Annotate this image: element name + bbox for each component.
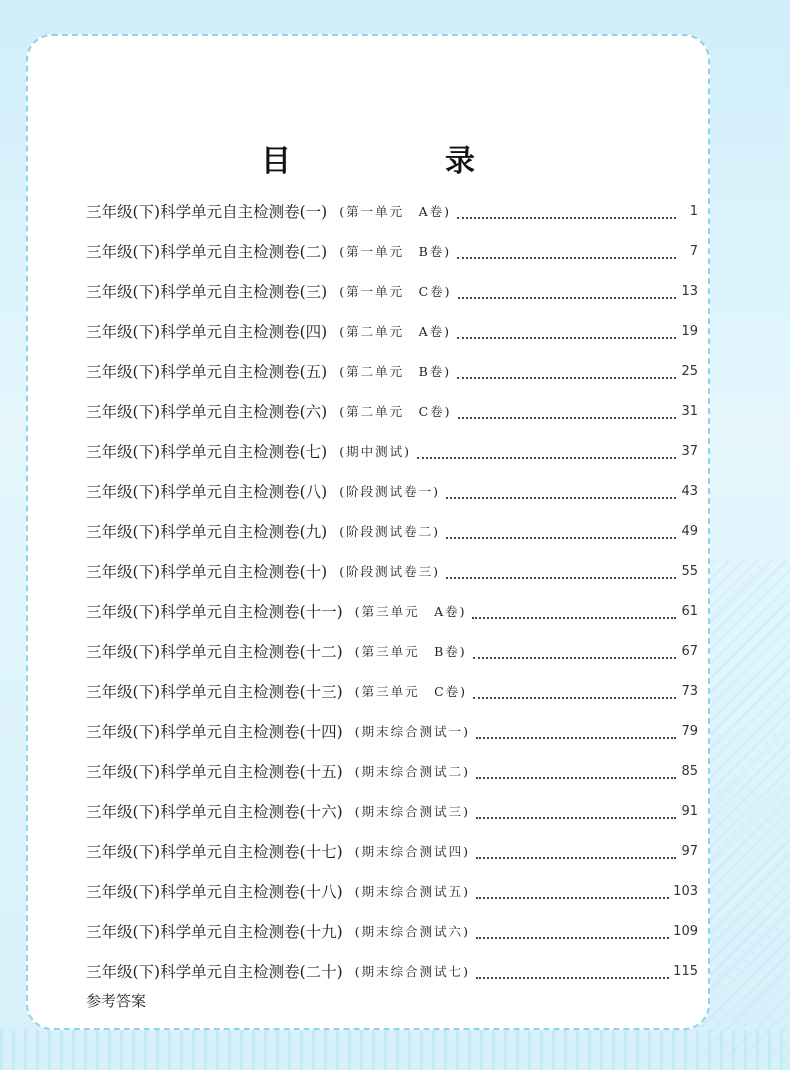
toc-entry-title: 三年级(下)科学单元自主检测卷(十八) <box>86 883 343 901</box>
toc-entry-subtitle: (第二单元 B卷) <box>339 364 452 379</box>
toc-dot-leader <box>476 897 669 899</box>
toc-dot-leader <box>457 257 676 259</box>
toc-page-number: 61 <box>681 604 698 619</box>
toc-dot-leader <box>458 417 676 419</box>
toc-entry-title: 三年级(下)科学单元自主检测卷(十九) <box>86 923 343 941</box>
toc-entry-subtitle: (第二单元 A卷) <box>339 324 451 339</box>
toc-entry-title: 三年级(下)科学单元自主检测卷(十六) <box>86 803 343 821</box>
toc-page-number: 25 <box>681 364 698 379</box>
toc-dot-leader <box>472 617 676 619</box>
toc-dot-leader <box>473 657 676 659</box>
toc-entry-title: 三年级(下)科学单元自主检测卷(四) <box>86 323 328 341</box>
page-title: 目 录 <box>261 144 537 179</box>
toc-dot-leader <box>473 697 676 699</box>
toc-dot-leader <box>446 577 676 579</box>
toc-entry-title: 三年级(下)科学单元自主检测卷(十七) <box>86 843 343 861</box>
toc-entry[interactable] <box>86 352 698 392</box>
toc-page-number: 13 <box>681 284 698 299</box>
toc-page-number: 103 <box>673 884 698 899</box>
toc-dot-leader <box>457 217 676 219</box>
toc-page-number: 49 <box>681 524 698 539</box>
toc-entry[interactable] <box>86 392 698 432</box>
toc-entry-title: 三年级(下)科学单元自主检测卷(一) <box>86 203 328 221</box>
toc-entry[interactable] <box>86 832 698 872</box>
toc-entry[interactable] <box>86 432 698 472</box>
toc-dot-leader <box>476 817 676 819</box>
toc-page-number: 97 <box>681 844 698 859</box>
toc-entry-subtitle: (第三单元 C卷) <box>354 684 468 699</box>
toc-dot-leader <box>446 537 676 539</box>
toc-entry[interactable] <box>86 912 698 952</box>
toc-entry-title: 三年级(下)科学单元自主检测卷(三) <box>86 283 328 301</box>
toc-entry[interactable] <box>86 792 698 832</box>
toc-page-number: 43 <box>681 484 698 499</box>
toc-entry-title: 三年级(下)科学单元自主检测卷(七) <box>86 443 328 461</box>
toc-dot-leader <box>417 457 676 459</box>
toc-list <box>86 192 698 992</box>
toc-page-number: 1 <box>689 204 698 219</box>
toc-entry-subtitle: (阶段测试卷三) <box>339 564 440 579</box>
toc-entry-subtitle: (第一单元 C卷) <box>339 284 452 299</box>
toc-entry-subtitle: (阶段测试卷二) <box>339 524 440 539</box>
toc-entry-title: 三年级(下)科学单元自主检测卷(二) <box>86 243 328 261</box>
toc-entry[interactable] <box>86 592 698 632</box>
toc-entry-title: 三年级(下)科学单元自主检测卷(八) <box>86 483 328 501</box>
toc-entry-title: 三年级(下)科学单元自主检测卷(六) <box>86 403 328 421</box>
toc-page-number: 91 <box>681 804 698 819</box>
toc-entry-subtitle: (期中测试) <box>339 444 411 459</box>
toc-entry[interactable] <box>86 552 698 592</box>
toc-entry[interactable] <box>86 952 698 992</box>
toc-entry[interactable] <box>86 192 698 232</box>
toc-page-number: 37 <box>681 444 698 459</box>
toc-dot-leader <box>476 857 676 859</box>
toc-entry-subtitle: (第三单元 B卷) <box>354 644 467 659</box>
toc-page-number: 73 <box>681 684 698 699</box>
toc-dot-leader <box>476 977 669 979</box>
toc-entry-subtitle: (期末综合测试六) <box>354 924 470 939</box>
toc-entry[interactable] <box>86 272 698 312</box>
toc-entry-subtitle: (期末综合测试三) <box>354 804 470 819</box>
toc-entry[interactable] <box>86 872 698 912</box>
toc-entry-subtitle: (第一单元 A卷) <box>339 204 451 219</box>
toc-entry-title: 三年级(下)科学单元自主检测卷(十五) <box>86 763 343 781</box>
toc-entry-title: 三年级(下)科学单元自主检测卷(十二) <box>86 643 343 661</box>
toc-entry[interactable] <box>86 752 698 792</box>
toc-page-number: 85 <box>681 764 698 779</box>
toc-dot-leader <box>476 777 676 779</box>
toc-entry-subtitle: (期末综合测试一) <box>354 724 470 739</box>
toc-entry-subtitle: (第一单元 B卷) <box>339 244 452 259</box>
toc-entry-subtitle: (阶段测试卷一) <box>339 484 440 499</box>
toc-entry[interactable] <box>86 472 698 512</box>
toc-dot-leader <box>457 377 676 379</box>
toc-entry-title: 三年级(下)科学单元自主检测卷(九) <box>86 523 328 541</box>
toc-entry-subtitle: (第二单元 C卷) <box>339 404 452 419</box>
toc-entry[interactable] <box>86 632 698 672</box>
toc-page-number: 115 <box>673 964 698 979</box>
toc-page-number: 7 <box>689 244 698 259</box>
toc-entry-subtitle: (期末综合测试四) <box>354 844 470 859</box>
toc-page-number: 31 <box>681 404 698 419</box>
toc-entry-title: 三年级(下)科学单元自主检测卷(五) <box>86 363 328 381</box>
toc-entry-subtitle: (第三单元 A卷) <box>354 604 467 619</box>
toc-entry[interactable] <box>86 312 698 352</box>
appendix-label: 参考答案 <box>86 992 147 1010</box>
toc-dot-leader <box>476 737 676 739</box>
toc-page-number: 55 <box>681 564 698 579</box>
toc-entry-subtitle: (期末综合测试二) <box>354 764 470 779</box>
toc-entry[interactable] <box>86 512 698 552</box>
background-stripes <box>700 560 790 1060</box>
toc-dot-leader <box>446 497 676 499</box>
toc-page-number: 19 <box>681 324 698 339</box>
toc-entry-title: 三年级(下)科学单元自主检测卷(十三) <box>86 683 343 701</box>
toc-page-number: 109 <box>673 924 698 939</box>
toc-page-number: 79 <box>681 724 698 739</box>
bottom-stripes <box>0 1030 790 1070</box>
toc-dot-leader <box>476 937 669 939</box>
toc-entry[interactable] <box>86 232 698 272</box>
toc-entry-title: 三年级(下)科学单元自主检测卷(十一) <box>86 603 343 621</box>
toc-dot-leader <box>458 297 676 299</box>
toc-entry[interactable] <box>86 672 698 712</box>
toc-entry-subtitle: (期末综合测试七) <box>354 964 470 979</box>
toc-entry[interactable] <box>86 712 698 752</box>
toc-entry-subtitle: (期末综合测试五) <box>354 884 470 899</box>
toc-entry-title: 三年级(下)科学单元自主检测卷(二十) <box>86 963 343 981</box>
toc-page-number: 67 <box>681 644 698 659</box>
toc-dot-leader <box>457 337 676 339</box>
toc-entry-title: 三年级(下)科学单元自主检测卷(十四) <box>86 723 343 741</box>
toc-entry-title: 三年级(下)科学单元自主检测卷(十) <box>86 563 328 581</box>
